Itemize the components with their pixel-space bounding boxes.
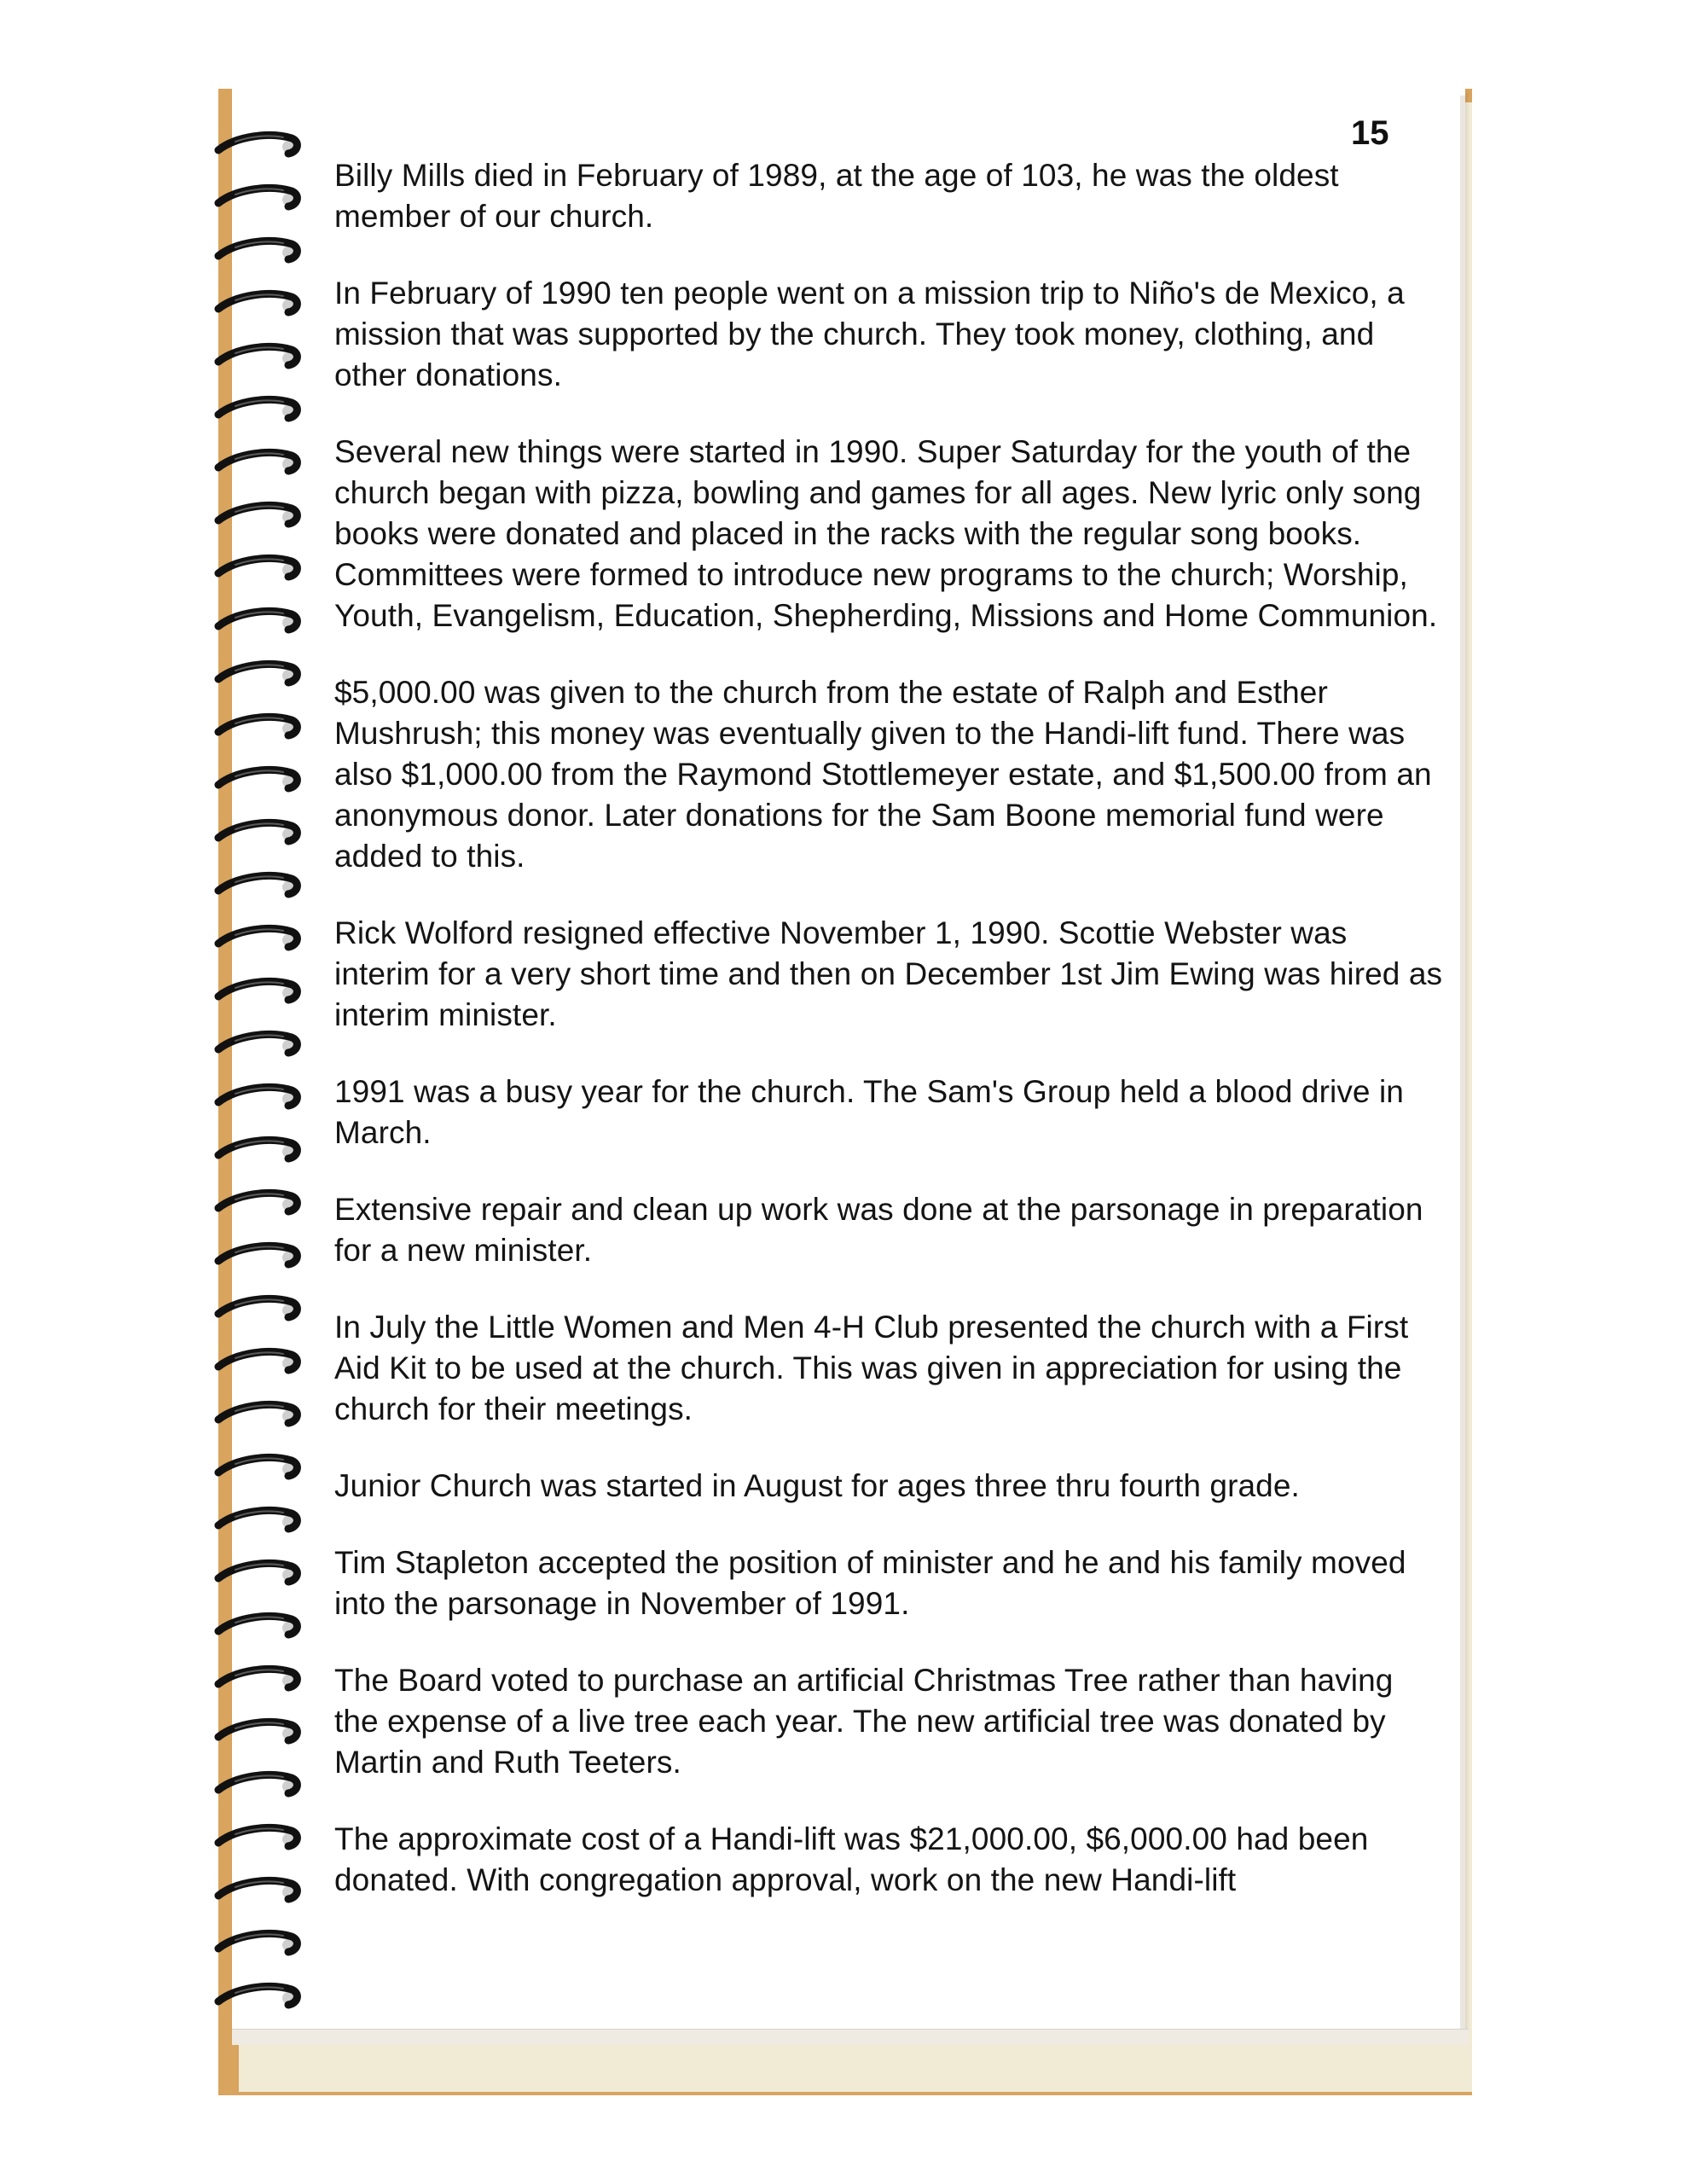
paragraph-billy-mills: Billy Mills died in February of 1989, at the age of 103, he was the oldest member of our church. xyxy=(334,158,1339,234)
page-bottom-edge xyxy=(232,2029,1469,2045)
spiral-ring xyxy=(210,1292,312,1322)
spiral-ring xyxy=(210,816,312,846)
spiral-ring xyxy=(210,868,312,899)
spiral-ring xyxy=(210,1715,312,1745)
paragraph-handi-lift-cost: The approximate cost of a Handi-lift was $21,000.00, $6,000.00 had been donated. With congregation approval, work on the new Handi-lift xyxy=(334,1821,1369,1897)
spiral-ring xyxy=(210,1239,312,1269)
spiral-ring xyxy=(210,498,312,529)
spiral-ring xyxy=(210,392,312,423)
spiral-binding xyxy=(210,128,312,2039)
spiral-ring xyxy=(210,1979,312,2010)
spiral-ring xyxy=(210,1821,312,1851)
spiral-ring xyxy=(210,287,312,317)
spiral-ring xyxy=(210,1080,312,1111)
spiral-ring xyxy=(210,1450,312,1481)
page-text xyxy=(334,155,1443,1937)
paragraph-junior-church: Junior Church was started in August for ages three thru fourth grade. xyxy=(334,1468,1300,1503)
spiral-ring xyxy=(210,657,312,688)
paragraph-christmas-tree: The Board voted to purchase an artificial Christmas Tree rather than having the expense of a live tree each year. The new artificial tree was donated by Martin and Ruth Teeters. xyxy=(334,1663,1394,1780)
paragraph-estate-donations: $5,000.00 was given to the church from the estate of Ralph and Esther Mushrush; this money was eventually given to the Handi-lift fund. There was also $1,000.00 from the Raymond Stottlemeyer estate, and $1,500.00 from an anonymous donor. Later donations for the Sam Boone memorial fund were added to this. xyxy=(334,675,1432,874)
paragraph-parsonage-repair: Extensive repair and clean up work was done at the parsonage in preparation for a new minister. xyxy=(334,1192,1423,1268)
paragraph-first-aid-kit: In July the Little Women and Men 4-H Club presented the church with a First Aid Kit to be used at the church. This was given in appreciation for using the church for their meetings. xyxy=(334,1310,1409,1426)
spiral-ring xyxy=(210,1768,312,1798)
spiral-ring xyxy=(210,1662,312,1693)
spiral-ring xyxy=(210,604,312,635)
spiral-ring xyxy=(210,128,312,159)
spiral-ring xyxy=(210,710,312,741)
spiral-ring xyxy=(210,1503,312,1534)
paragraph-tim-stapleton: Tim Stapleton accepted the position of minister and he and his family moved into the parsonage in November of 1991. xyxy=(334,1545,1406,1621)
spiral-ring xyxy=(210,340,312,370)
paragraph-1991-busy-year: 1991 was a busy year for the church. The Sam's Group held a blood drive in March. xyxy=(334,1074,1404,1150)
spiral-ring xyxy=(210,1556,312,1587)
spiral-ring xyxy=(210,1345,312,1375)
page-edge xyxy=(1460,96,1465,2029)
spiral-ring xyxy=(210,921,312,952)
paragraph-new-things-1990: Several new things were started in 1990. Super Saturday for the youth of the church began with pizza, bowling and games for all ages. New lyric only song books were donated and placed in the racks with the regular song books. Committees were formed to introduce new programs to the church; Worship, Youth, Evangelism, Education, Shepherding, Missions and Home Communion. xyxy=(334,434,1438,633)
spiral-ring xyxy=(210,445,312,476)
spiral-ring xyxy=(210,1397,312,1428)
spiral-ring xyxy=(210,1133,312,1164)
spiral-ring xyxy=(210,234,312,264)
paragraph-rick-wolford: Rick Wolford resigned effective November 1, 1990. Scottie Webster was interim for a very short time and then on December 1st Jim Ewing was hired as interim minister. xyxy=(334,915,1443,1032)
spiral-ring xyxy=(210,551,312,582)
spiral-ring xyxy=(210,1873,312,1904)
paragraph-mission-trip: In February of 1990 ten people went on a mission trip to Niño's de Mexico, a mission that was supported by the church. They took money, clothing, and other donations. xyxy=(334,276,1405,392)
spiral-ring xyxy=(210,1186,312,1217)
page-number: 15 xyxy=(1351,114,1389,152)
spiral-ring xyxy=(210,1609,312,1640)
spiral-ring xyxy=(210,1926,312,1957)
spiral-ring xyxy=(210,1027,312,1058)
spiral-ring xyxy=(210,763,312,793)
spiral-ring xyxy=(210,181,312,212)
spiral-ring xyxy=(210,974,312,1005)
